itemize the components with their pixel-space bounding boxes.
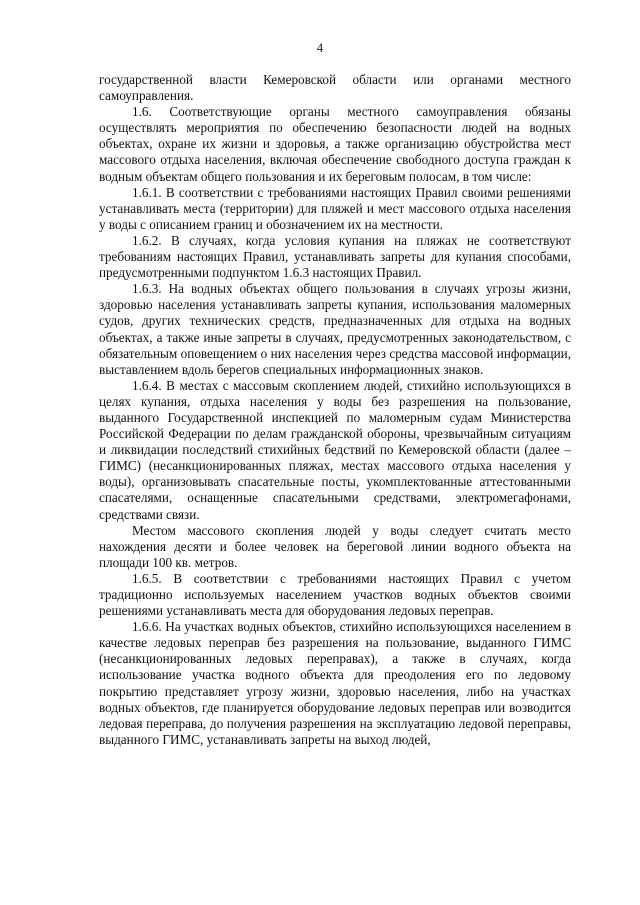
paragraph: 1.6.1. В соответствии с требованиями настоящих Правил своими решениями устанавливать места (территории) для пляжей и мест массового отдыха населения у воды с описанием границ и обозначением их на местности. bbox=[99, 184, 571, 232]
paragraph: 1.6.5. В соответствии с требованиями настоящих Правил с учетом традиционно используемых населением участков водных объектов своими решениями устанавливать места для оборудования ледовых переправ. bbox=[99, 570, 571, 619]
paragraph: 1.6.2. В случаях, когда условия купания на пляжах не соответствуют требованиям настоящих Правил, устанавливать запреты для купания способами, предусмотренными подпунктом 1.6.3 настоящих Правил. bbox=[99, 232, 571, 281]
paragraph: 1.6. Соответствующие органы местного самоуправления обязаны осуществлять мероприятия по обеспечению безопасности людей на водных объектах, охране их жизни и здоровья, а также организацию обустройства мест массового отдыха населения, включая обеспечение свободного доступа граждан к водным объектам общего пользования и их береговым полосам, в том числе: bbox=[99, 104, 571, 184]
document-body bbox=[99, 72, 571, 748]
paragraph: государственной власти Кемеровской области или органами местного самоуправления. bbox=[99, 72, 571, 104]
paragraph: Местом массового скопления людей у воды следует считать место нахождения десяти и более человек на береговой линии водного объекта на площади 100 кв. метров. bbox=[99, 522, 571, 570]
paragraph: 1.6.4. В местах с массовым скоплением людей, стихийно использующихся в целях купания, отдыха населения у воды без разрешения на пользование, выданного Государственной инспекцией по маломерным судам Министерства Российской Федерации по делам гражданской обороны, чрезвычайным ситуациям и ликвидации последствий стихийных бедствий по Кемеровской области (далее – ГИМС) (несанкционированных пляжах, местах массового отдыха населения у воды), организовывать спасательные посты, укомплектованные аттестованными спасателями, оснащенные спасательными средствами, электромегафонами, средствами связи. bbox=[99, 377, 571, 522]
page-number: 4 bbox=[316, 41, 324, 55]
paragraph: 1.6.6. На участках водных объектов, стихийно использующихся населением в качестве ледовых переправ без разрешения на пользование, выданного ГИМС (несанкционированных ледовых переправах), а также в случаях, когда использование участка водного объекта для преодоления его по ледовому покрытию представляет угрозу жизни, здоровью населения, либо на участках водных объектов, где планируется оборудование ледовых переправ или возводится ледовая переправа, до получения разрешения на эксплуатацию ледовой переправы, выданного ГИМС, устанавливать запреты на выход людей, bbox=[99, 619, 571, 747]
paragraph: 1.6.3. На водных объектах общего пользования в случаях угрозы жизни, здоровью населения устанавливать запреты купания, использования маломерных судов, других технических средств, предназначенных для отдыха на водных объектах, а также иные запреты в случаях, предусмотренных законодательством, с обязательным оповещением о них населения через средства массовой информации, выставлением вдоль берегов специальных информационных знаков. bbox=[99, 281, 571, 377]
